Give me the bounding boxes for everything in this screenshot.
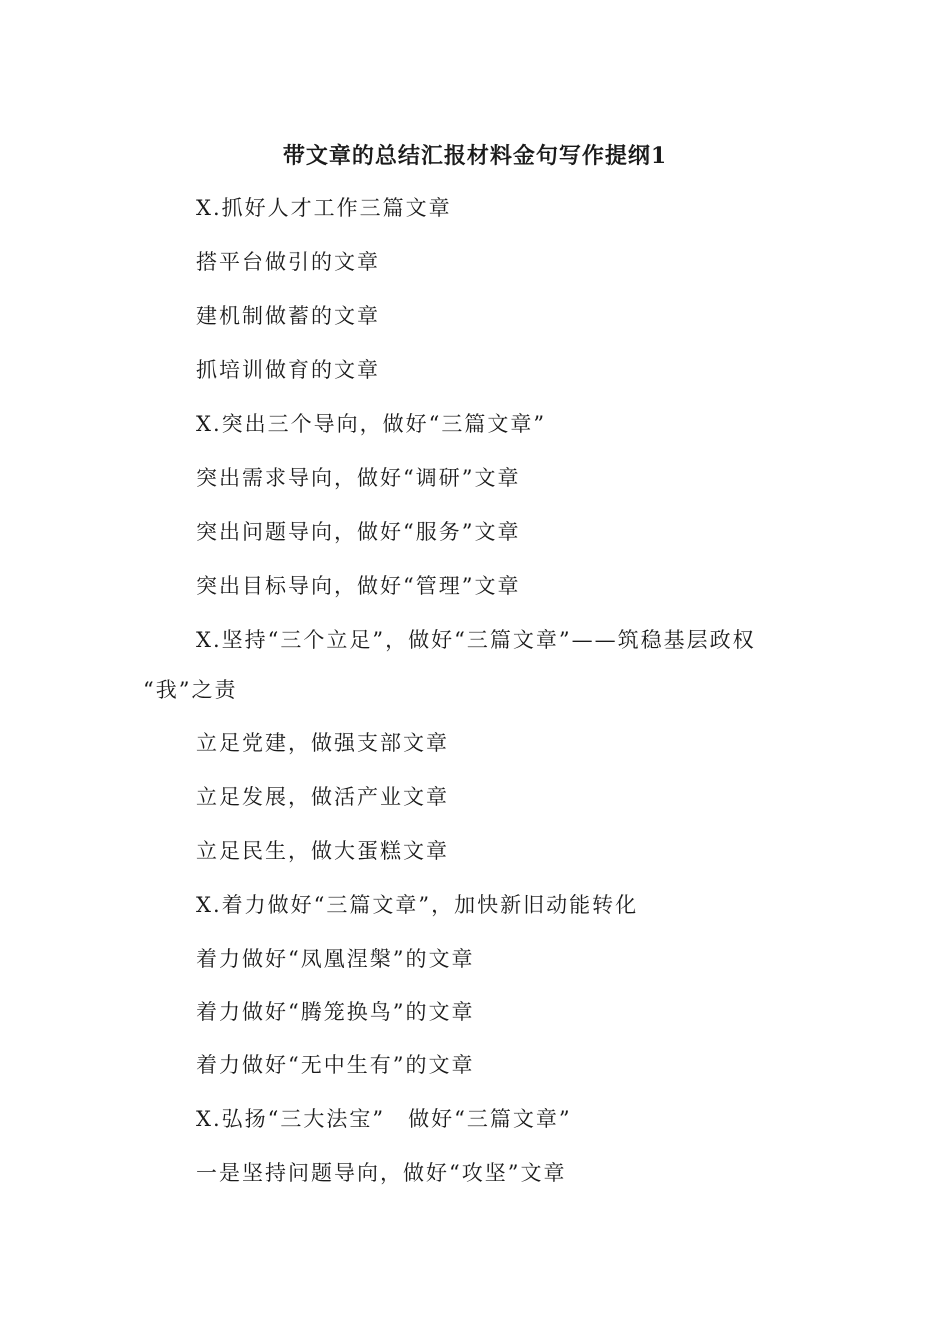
outline-item: 立足发展，做活产业文章 (196, 785, 449, 809)
outline-item: 搭平台做引的文章 (196, 250, 380, 274)
outline-item: 立足民生，做大蛋糕文章 (196, 839, 449, 863)
outline-item: 着力做好“无中生有”的文章 (196, 1053, 475, 1077)
outline-item: 抓培训做育的文章 (196, 358, 380, 382)
outline-item: 突出目标导向，做好“管理”文章 (196, 574, 521, 598)
outline-item: 一是坚持问题导向，做好“攻坚”文章 (196, 1161, 567, 1185)
document-title: 带文章的总结汇报材料金句写作提纲1 (282, 143, 668, 169)
outline-heading: X.突出三个导向，做好“三篇文章” (196, 412, 547, 436)
outline-heading-continuation: “我”之责 (143, 678, 238, 702)
outline-item: 着力做好“凤凰涅槃”的文章 (196, 947, 475, 971)
outline-heading: X.坚持“三个立足”，做好“三篇文章”——筑稳基层政权 (196, 628, 756, 652)
outline-item: 着力做好“腾笼换鸟”的文章 (196, 1000, 475, 1024)
outline-heading: X.着力做好“三篇文章”，加快新旧动能转化 (196, 893, 639, 917)
outline-item: 突出需求导向，做好“调研”文章 (196, 466, 521, 490)
outline-heading: X.抓好人才工作三篇文章 (196, 196, 452, 220)
outline-item: 建机制做蓄的文章 (196, 304, 380, 328)
outline-heading: X.弘扬“三大法宝” 做好“三篇文章” (196, 1107, 572, 1131)
outline-item: 突出问题导向，做好“服务”文章 (196, 520, 521, 544)
outline-item: 立足党建，做强支部文章 (196, 731, 449, 755)
